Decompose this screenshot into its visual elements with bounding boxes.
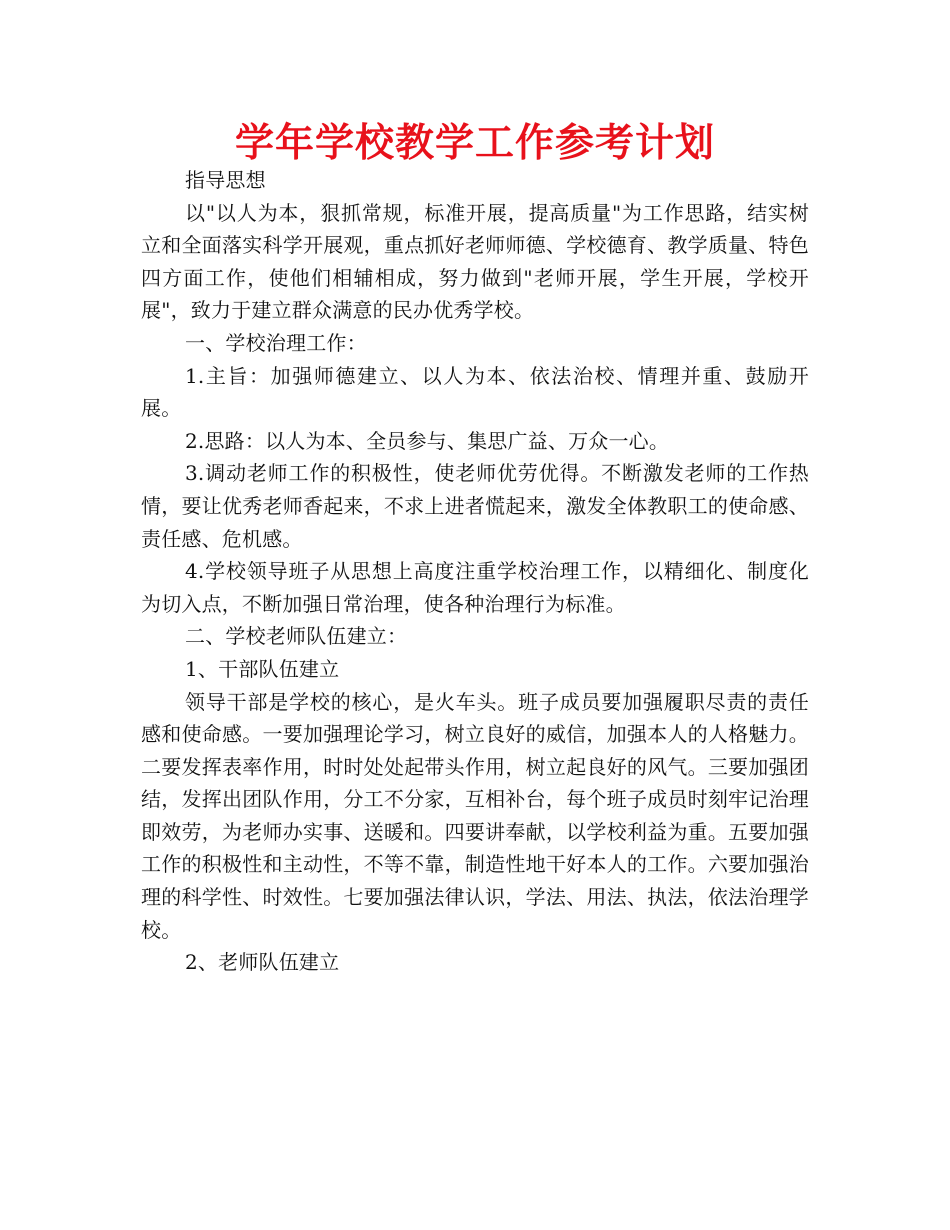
paragraph-cadre-team: 领导干部是学校的核心，是火车头。班子成员要加强履职尽责的责任感和使命感。一要加强理论学习，树立良好的威信，加强本人的人格魅力。二要发挥表率作用，时时处处起带头作用，树立起良好的风气。三要加强团结，发挥出团队作用，分工不分家，互相补台，每个班子成员时刻牢记治理即效劳，为老师办实事、送暖和。四要讲奉献，以学校利益为重。五要加强工作的积极性和主动性，不等不靠，制造性地干好本人的工作。六要加强治理的科学性、时效性。七要加强法律认识，学法、用法、执法，依法治理学校。 bbox=[141, 689, 809, 942]
subheading-cadre-team: 1、干部队伍建立 bbox=[185, 656, 340, 681]
heading-guiding-ideology: 指导思想 bbox=[185, 168, 266, 192]
document-body bbox=[141, 164, 809, 979]
list-item-purpose: 1.主旨：加强师德建立、以人为本、依法治校、情理并重、鼓励开展。 bbox=[141, 363, 809, 421]
list-item-leadership: 4.学校领导班子从思想上高度注重学校治理工作，以精细化、制度化为切入点，不断加强日常治理，使各种治理行为标准。 bbox=[141, 559, 809, 616]
section-heading-school-management: 一、学校治理工作： bbox=[185, 330, 367, 355]
paragraph-guiding-ideology: 以"以人为本，狠抓常规，标准开展，提高质量"为工作思路，结实树立和全面落实科学开展观，重点抓好老师师德、学校德育、教学质量、特色四方面工作，使他们相辅相成，努力做到"老师开展，学生开展，学校开展"，致力于建立群众满意的民办优秀学校。 bbox=[141, 200, 809, 323]
list-item-approach: 2.思路：以人为本、全员参与、集思广益、万众一心。 bbox=[185, 428, 670, 453]
document-title: 学年学校教学工作参考计划 bbox=[234, 121, 715, 166]
list-item-motivation: 3.调动老师工作的积极性，使老师优劳优得。不断激发老师的工作热情，要让优秀老师香起来，不求上进者慌起来，激发全体教职工的使命感、责任感、危机感。 bbox=[141, 461, 809, 551]
subheading-teacher-team: 2、老师队伍建立 bbox=[185, 950, 340, 975]
section-heading-teacher-team: 二、学校老师队伍建立： bbox=[185, 624, 408, 649]
